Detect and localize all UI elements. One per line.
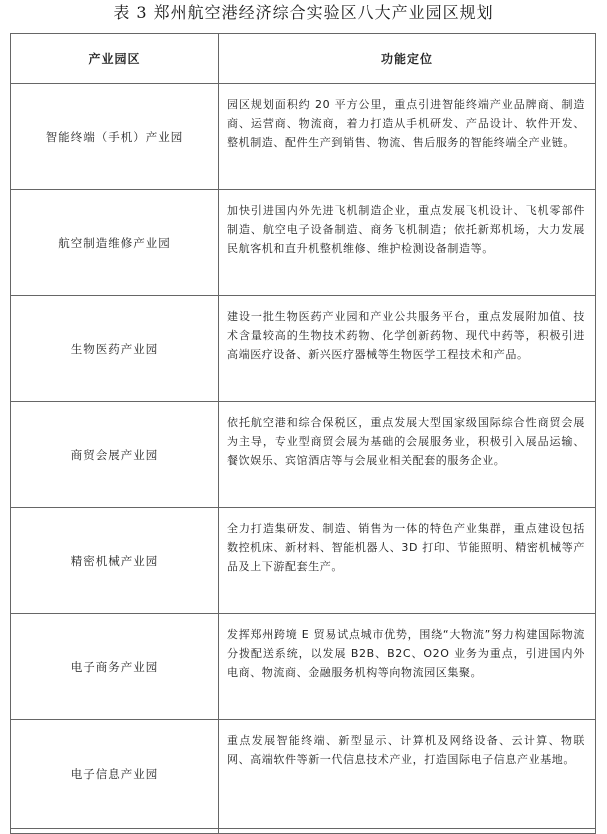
park-name-cell: 电子商务产业园	[11, 614, 219, 720]
table-row	[11, 402, 596, 508]
industrial-park-table	[10, 33, 596, 834]
table-row	[11, 614, 596, 720]
table-row-cutoff	[11, 829, 596, 834]
park-name-cell: 智能终端（手机）产业园	[11, 84, 219, 190]
column-header-function: 功能定位	[219, 34, 596, 84]
table-header-row	[11, 34, 596, 84]
park-function-cell: 园区规划面积约 20 平方公里，重点引进智能终端产业品牌商、制造商、运营商、物流商，着力打造从手机研发、产品设计、软件开发、整机制造、配件生产到销售、物流、售后服务的智能终端全产业链。	[219, 84, 596, 190]
park-name-cell: 电子信息产业园	[11, 720, 219, 829]
table-row	[11, 190, 596, 296]
table-row	[11, 720, 596, 829]
park-name-cell: 生物医药产业园	[11, 296, 219, 402]
table-row	[11, 508, 596, 614]
park-function-cell: 发挥郑州跨境 E 贸易试点城市优势，围绕“大物流”努力构建国际物流分拨配送系统，以发展 B2B、B2C、O2O 业务为重点，引进国内外电商、物流商、金融服务机构等向物流园区集聚。	[219, 614, 596, 720]
park-function-cell: 依托航空港和综合保税区，重点发展大型国家级国际综合性商贸会展为主导，专业型商贸会展为基础的会展服务业，积极引入展品运输、餐饮娱乐、宾馆酒店等与会展业相关配套的服务企业。	[219, 402, 596, 508]
page-title: 表 3 郑州航空港经济综合实验区八大产业园区规划	[113, 3, 494, 22]
park-function-cell: 建设一批生物医药产业园和产业公共服务平台，重点发展附加值、技术含量较高的生物技术药物、化学创新药物、现代中药等，积极引进高端医疗设备、新兴医疗器械等生物医学工程技术和产品。	[219, 296, 596, 402]
empty-cell	[11, 829, 219, 834]
empty-cell	[219, 829, 596, 834]
park-function-cell: 加快引进国内外先进飞机制造企业，重点发展飞机设计、飞机零部件制造、航空电子设备制造、商务飞机制造；依托新郑机场，大力发展民航客机和直升机整机维修、维护检测设备制造等。	[219, 190, 596, 296]
column-header-park: 产业园区	[11, 34, 219, 84]
park-name-cell: 精密机械产业园	[11, 508, 219, 614]
park-function-cell: 全力打造集研发、制造、销售为一体的特色产业集群，重点建设包括数控机床、新材料、智能机器人、3D 打印、节能照明、精密机械等产品及上下游配套生产。	[219, 508, 596, 614]
park-name-cell: 航空制造维修产业园	[11, 190, 219, 296]
park-name-cell: 商贸会展产业园	[11, 402, 219, 508]
table-row	[11, 296, 596, 402]
table-row	[11, 84, 596, 190]
park-function-cell: 重点发展智能终端、新型显示、计算机及网络设备、云计算、物联网、高端软件等新一代信息技术产业，打造国际电子信息产业基地。	[219, 720, 596, 829]
